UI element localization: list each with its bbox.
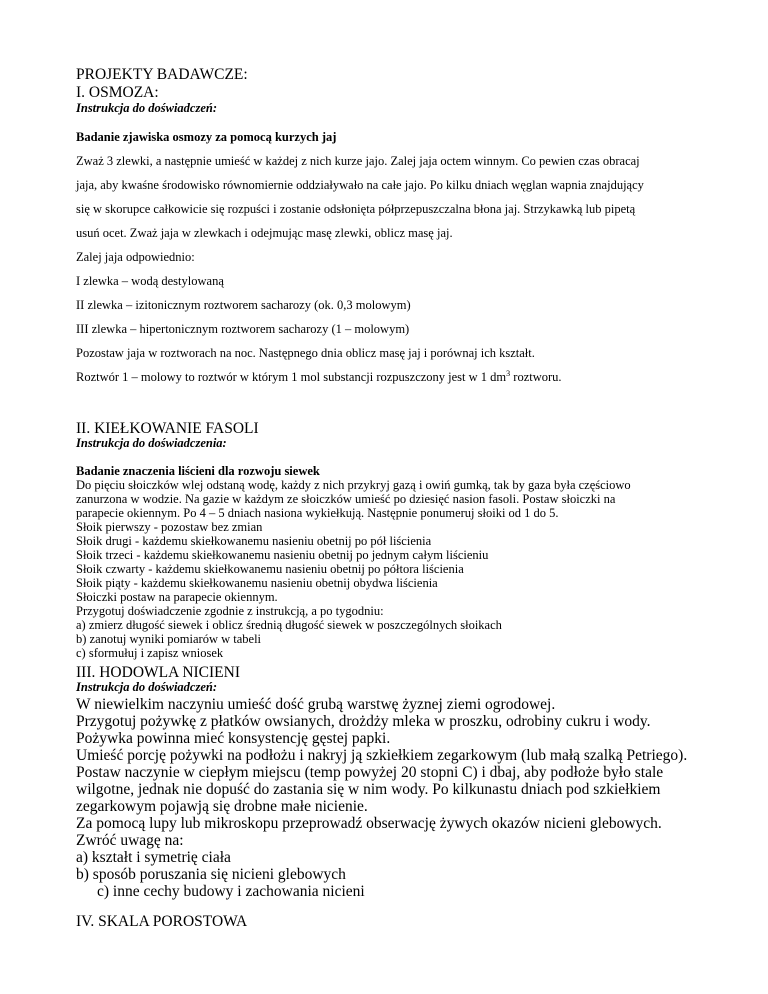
section-2-subtitle: Badanie znaczenia liścieni dla rozwoju siewek [76, 464, 320, 478]
document-title: PROJEKTY BADAWCZE: [76, 66, 248, 83]
section-1-paragraph: jaja, aby kwaśne środowisko równomiernie oddziaływało na całe jajo. Po kilku dniach węglan wapnia znajdujący [76, 178, 644, 192]
section-3-list-item: a) kształt i symetrię ciała [76, 849, 231, 866]
section-2-paragraph: zanurzona w wodzie. Na gazie w każdym ze słoiczków umieść po dziesięć nasion fasoli. Postaw słoiczki na [76, 492, 616, 506]
section-1-list-item: II zlewka – izitonicznym roztworem sacharozy (ok. 0,3 molowym) [76, 298, 411, 312]
definition-superscript: 3 [506, 368, 511, 378]
section-2-paragraph: parapecie okiennym. Po 4 – 5 dniach nasiona wykiełkują. Następnie ponumeruj słoiki od 1 do 5. [76, 506, 559, 520]
section-2-list-item: Słoik pierwszy - pozostaw bez zmian [76, 520, 263, 534]
section-3-paragraph: Pożywka powinna mieć konsystencję gęstej papki. [76, 730, 391, 747]
section-2-paragraph: Do pięciu słoiczków wlej odstaną wodę, każdy z nich przykryj gazą i owiń gumką, tak by gaza była częściowo [76, 478, 631, 492]
section-1-subtitle: Badanie zjawiska osmozy za pomocą kurzych jaj [76, 130, 337, 144]
section-3-paragraph: zegarkowym pojawją się drobne małe nicienie. [76, 798, 368, 815]
section-2-task: c) sformułuj i zapisz wniosek [76, 646, 224, 660]
definition-text: Roztwór 1 – molowy to roztwór w którym 1 mol substancji rozpuszczony jest w 1 dm [76, 370, 507, 384]
section-3-heading: III. HODOWLA NICIENI [76, 664, 240, 681]
section-2-paragraph: Słoiczki postaw na parapecie okiennym. [76, 590, 278, 604]
section-1-instruction: Instrukcja do doświadczeń: [76, 101, 217, 115]
section-3-paragraph: Umieść porcję pożywki na podłożu i nakryj ją szkiełkiem zegarkowym (lub małą szalką Petriego). [76, 747, 688, 764]
section-2-task: b) zanotuj wyniki pomiarów w tabeli [76, 632, 262, 646]
section-2-list-item: Słoik drugi - każdemu skiełkowanemu nasieniu obetnij po pół liścienia [76, 534, 432, 548]
section-3-paragraph: Postaw naczynie w ciepłym miejscu (temp powyżej 20 stopni C) i dbaj, aby podłoże było stale [76, 764, 664, 781]
section-3-paragraph: Przygotuj pożywkę z płatków owsianych, drożdży mleka w proszku, odrobiny cukru i wody. [76, 713, 651, 730]
section-2-list-item: Słoik czwarty - każdemu skiełkowanemu nasieniu obetnij po półtora liścienia [76, 562, 464, 576]
section-3-instruction: Instrukcja do doświadczeń: [76, 680, 217, 694]
section-3-paragraph: Za pomocą lupy lub mikroskopu przeprowadź obserwację żywych okazów nicieni glebowych. [76, 815, 662, 832]
section-3-paragraph: W niewielkim naczyniu umieść dość grubą warstwę żyznej ziemi ogrodowej. [76, 696, 556, 713]
section-1-list-item: I zlewka – wodą destylowaną [76, 274, 224, 288]
section-1-paragraph: Zalej jaja odpowiednio: [76, 250, 195, 264]
section-1-list-item: III zlewka – hipertonicznym roztworem sacharozy (1 – molowym) [76, 322, 410, 336]
section-2-instruction: Instrukcja do doświadczenia: [76, 436, 227, 450]
section-1-paragraph: Zważ 3 zlewki, a następnie umieść w każdej z nich kurze jajo. Zalej jaja octem winnym. Co pewien czas obracaj [76, 154, 640, 168]
definition-text-end: roztworu. [510, 370, 562, 384]
section-2-heading: II. KIEŁKOWANIE FASOLI [76, 420, 259, 437]
section-1-paragraph: usuń ocet. Zważ jaja w zlewkach i odejmując masę zlewki, oblicz masę jaj. [76, 226, 453, 240]
section-2-task: a) zmierz długość siewek i oblicz średnią długość siewek w poszczególnych słoikach [76, 618, 502, 632]
section-3-paragraph: wilgotne, jednak nie dopuść do zastania się w nim wody. Po kilkunastu dniach pod szkiełkiem [76, 781, 661, 798]
section-2-list-item: Słoik piąty - każdemu skiełkowanemu nasieniu obetnij obydwa liścienia [76, 576, 438, 590]
section-3-list-item: c) inne cechy budowy i zachowania nicieni [97, 883, 365, 900]
section-1-heading: I. OSMOZA: [76, 84, 159, 101]
section-2-paragraph: Przygotuj doświadczenie zgodnie z instrukcją, a po tygodniu: [76, 604, 384, 618]
section-1-paragraph: się w skorupce całkowicie się rozpuści i zostanie odsłonięta półprzepuszczalna błona jaj. Strzykawką lub pipetą [76, 202, 636, 216]
section-4-heading: IV. SKALA POROSTOWA [76, 913, 248, 930]
section-1-paragraph: Pozostaw jaja w roztworach na noc. Następnego dnia oblicz masę jaj i porównaj ich kształt. [76, 346, 535, 360]
section-2-list-item: Słoik trzeci - każdemu skiełkowanemu nasieniu obetnij po jednym całym liścieniu [76, 548, 489, 562]
section-1-definition [76, 370, 728, 384]
section-3-list-item: b) sposób poruszania się nicieni glebowych [76, 866, 346, 883]
section-3-paragraph: Zwróć uwagę na: [76, 832, 184, 849]
